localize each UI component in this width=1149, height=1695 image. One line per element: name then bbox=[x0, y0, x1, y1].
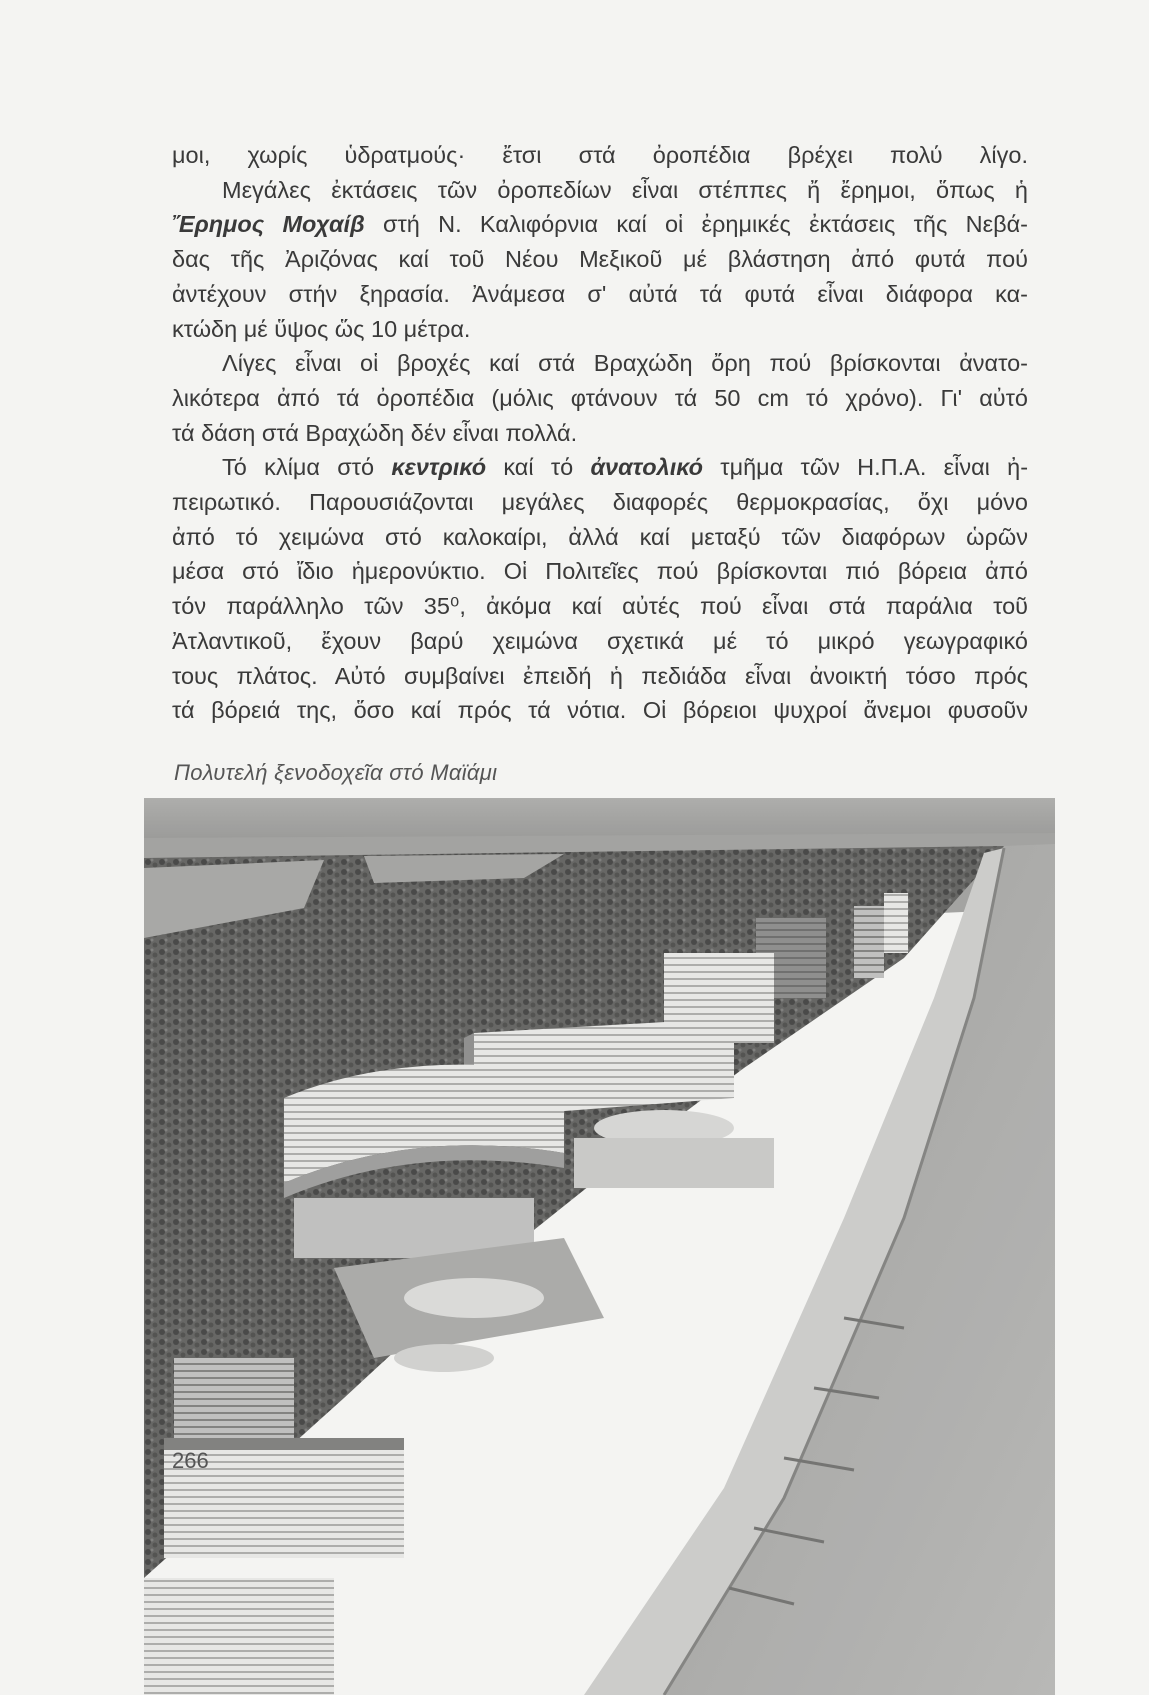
text-line-7: Λίγες εἶναι οἱ βροχές καί στά Βραχώδη ὄρη πού βρίσκονται ἀνατο- bbox=[222, 350, 1028, 377]
text-line-17: τά βόρειά της, ὅσο καί πρός τά νότια. Οἱ βόρειοι ψυχροί ἄνεμοι φυσοῦν bbox=[172, 697, 1028, 724]
text-line-3: Ἔρημος Μοχαίβ στή Ν. Καλιφόρνια καί οἱ ἐρημικές ἐκτάσεις τῆς Νεβά- bbox=[172, 211, 1028, 238]
text-line-10: Τό κλίμα στό κεντρικό καί τό ἀνατολικό τμῆμα τῶν Η.Π.Α. εἶναι ἠ- bbox=[222, 454, 1029, 481]
text-line-16: τους πλάτος. Αὐτό συμβαίνει ἐπειδή ἡ πεδιάδα εἶναι ἀνοικτή τόσο πρός bbox=[172, 662, 1028, 689]
text-line-15: Ἀτλαντικοῦ, ἔχουν βαρύ χειμώνα σχετικά μέ τό μικρό γεωγραφικό bbox=[172, 627, 1028, 654]
text-line-13: μέσα στό ἴδιο ἡμερονύκτιο. Οἱ Πολιτεῖες πού βρίσκονται πιό βόρεια ἀπό bbox=[172, 558, 1028, 585]
page-number: 266 bbox=[172, 1448, 209, 1473]
central-emphasis: κεντρικό bbox=[391, 454, 487, 481]
text-line-2: Μεγάλες ἐκτάσεις τῶν ὀροπεδίων εἶναι στέππες ἤ ἔρημοι, ὅπως ἡ bbox=[222, 176, 1028, 203]
text-line-5: ἀντέχουν στήν ξηρασία. Ἀνάμεσα σ' αὐτά τά φυτά εἶναι διάφορα κα- bbox=[172, 280, 1028, 307]
text-line-9: τά δάση στά Βραχώδη δέν εἶναι πολλά. bbox=[172, 419, 578, 446]
text-line-14: τόν παράλληλο τῶν 35⁰, ἀκόμα καί αὐτές πού εἶναι στά παράλια τοῦ bbox=[172, 593, 1028, 620]
text-line-12: ἀπό τό χειμώνα στό καλοκαίρι, ἀλλά καί μεταξύ τῶν διαφόρων ὡρῶν bbox=[172, 523, 1028, 550]
text-line-8: λικότερα ἀπό τά ὀροπέδια (μόλις φτάνουν τά 50 cm τό χρόνο). Γι' αὐτό bbox=[172, 384, 1028, 411]
photo-caption: Πολυτελή ξενοδοχεῖα στό Μαϊάμι bbox=[174, 760, 498, 785]
miami-hotels-photo bbox=[144, 798, 1055, 1695]
eastern-emphasis: ἀνατολικό bbox=[590, 454, 704, 481]
text-line-11: πειρωτικό. Παρουσιάζονται μεγάλες διαφορές θερμοκρασίας, ὄχι μόνο bbox=[172, 489, 1028, 516]
text-line-6: κτώδη μέ ὕψος ὥς 10 μέτρα. bbox=[172, 315, 471, 342]
text-line-1: μοι, χωρίς ὑδρατμούς· ἔτσι στά ὀροπέδια βρέχει πολύ λίγο. bbox=[172, 142, 1028, 168]
body-text bbox=[172, 138, 1028, 728]
text-line-4: δας τῆς Ἀριζόνας καί τοῦ Νέου Μεξικοῦ μέ βλάστηση ἀπό φυτά πού bbox=[172, 246, 1028, 273]
desert-name-emphasis: Ἔρημος Μοχαίβ bbox=[172, 211, 365, 238]
